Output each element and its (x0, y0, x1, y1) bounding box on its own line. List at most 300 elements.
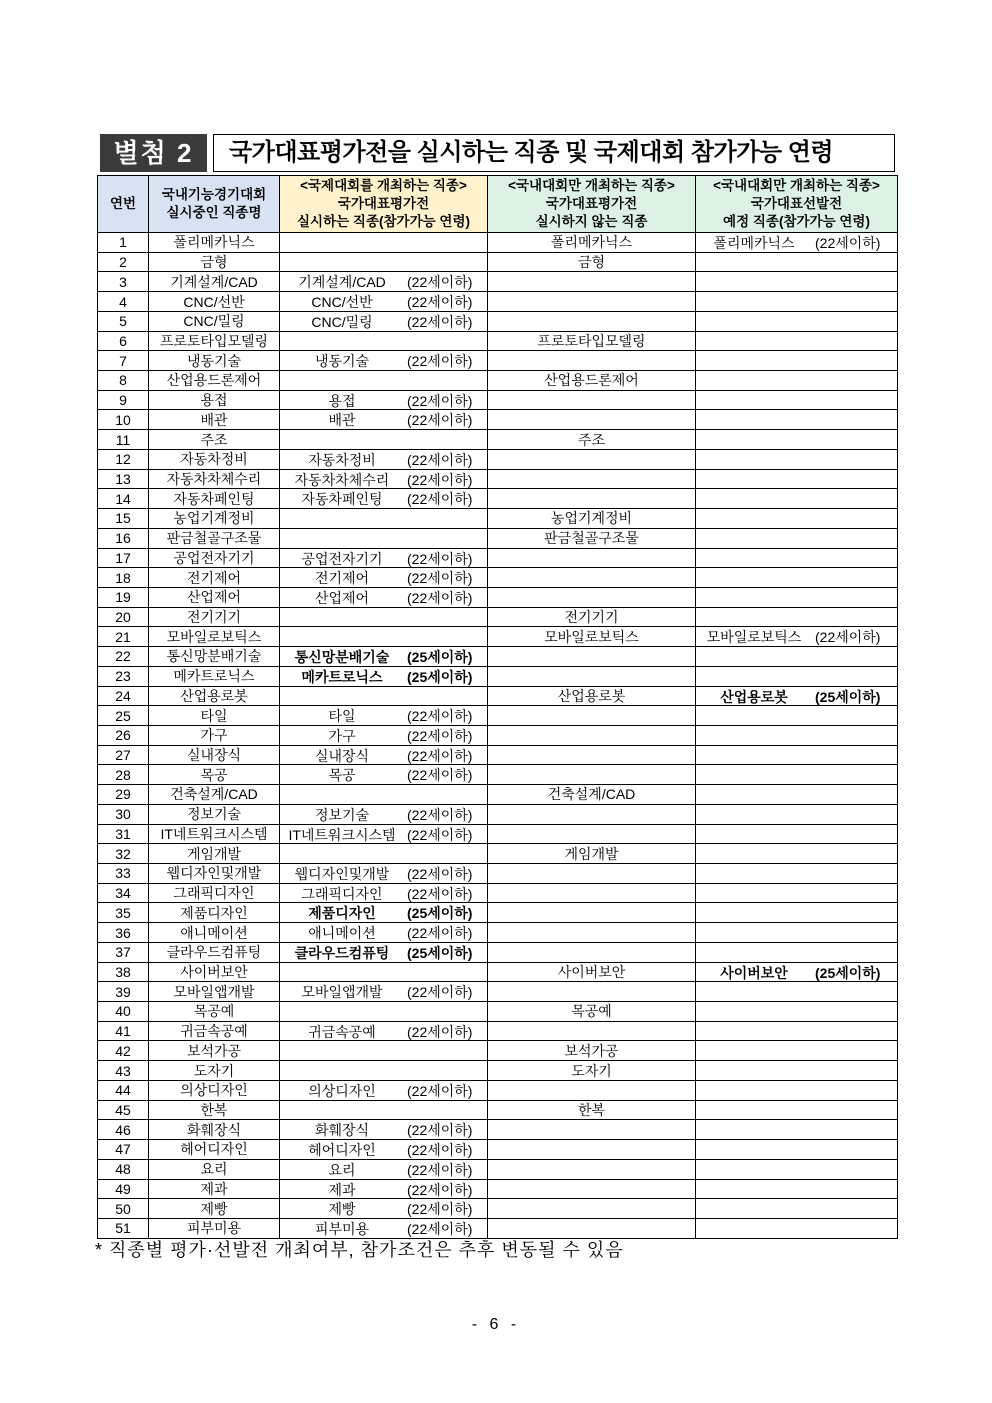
row-number: 39 (98, 982, 149, 1002)
selection-cell (696, 371, 898, 391)
evaluation-cell (280, 1159, 488, 1179)
table-row (98, 883, 898, 903)
row-number: 31 (98, 824, 149, 844)
page-title (213, 134, 895, 172)
row-number: 49 (98, 1179, 149, 1199)
evaluation-cell (280, 252, 488, 272)
evaluation-cell (280, 390, 488, 410)
row-number: 37 (98, 942, 149, 962)
age-limit: (22세이하) (407, 353, 473, 370)
skill-name: 배관 (149, 410, 280, 430)
header-line: 실시하는 직종(참가가능 연령) (297, 214, 470, 229)
row-number: 27 (98, 745, 149, 765)
skill-label: 제과 (328, 1181, 356, 1198)
selection-cell (696, 272, 898, 292)
evaluation-cell (280, 410, 488, 430)
table-row (98, 725, 898, 745)
skill-label: 정보기술 (314, 806, 370, 823)
skill-label: 자동차정비 (308, 451, 376, 468)
header-domestic-skill (149, 176, 280, 233)
selection-cell (696, 1100, 898, 1120)
domestic-only-cell (488, 1140, 696, 1160)
skill-label: 통신망분배기술 (294, 649, 390, 666)
selection-cell (696, 923, 898, 943)
row-number: 29 (98, 785, 149, 805)
selection-cell (696, 824, 898, 844)
evaluation-cell (280, 745, 488, 765)
age-limit: (25세이하) (407, 668, 473, 685)
skill-label: 사이버보안 (720, 964, 788, 981)
evaluation-cell (280, 883, 488, 903)
row-number: 35 (98, 903, 149, 923)
row-number: 41 (98, 1021, 149, 1041)
skill-name: 메카트로닉스 (149, 666, 280, 686)
domestic-only-cell (488, 587, 696, 607)
evaluation-cell (280, 528, 488, 548)
skill-label: 가구 (328, 727, 356, 744)
row-number: 51 (98, 1218, 149, 1238)
skill-label: 모바일로보틱스 (706, 629, 802, 646)
skill-label: 공업전자기기 (301, 550, 383, 567)
age-limit: (22세이하) (407, 412, 473, 429)
domestic-only-cell: 사이버보안 (488, 962, 696, 982)
selection-cell (696, 469, 898, 489)
domestic-only-cell: 도자기 (488, 1061, 696, 1081)
evaluation-cell (280, 647, 488, 667)
age-limit: (22세이하) (407, 747, 473, 764)
row-number: 4 (98, 292, 149, 312)
selection-cell (696, 509, 898, 529)
evaluation-cell (280, 1002, 488, 1022)
row-number: 50 (98, 1199, 149, 1219)
selection-cell (696, 942, 898, 962)
row-number: 2 (98, 252, 149, 272)
row-number: 48 (98, 1159, 149, 1179)
skill-name: 정보기술 (149, 804, 280, 824)
table-row (98, 647, 898, 667)
age-limit: (22세이하) (407, 471, 473, 488)
domestic-only-cell (488, 1179, 696, 1199)
age-limit: (22세이하) (407, 1082, 473, 1099)
skill-name: 헤어디자인 (149, 1140, 280, 1160)
selection-cell (696, 410, 898, 430)
selection-cell (696, 607, 898, 627)
header-line: 국가대표평가전 (337, 196, 430, 211)
age-limit: (22세이하) (407, 491, 473, 508)
row-number: 32 (98, 844, 149, 864)
skill-name: 모바일로보틱스 (149, 627, 280, 647)
skill-name: IT네트워크시스템 (149, 824, 280, 844)
evaluation-cell (280, 1100, 488, 1120)
table-row (98, 1021, 898, 1041)
table-row (98, 469, 898, 489)
row-number: 10 (98, 410, 149, 430)
domestic-only-cell (488, 1080, 696, 1100)
evaluation-cell (280, 785, 488, 805)
table-row (98, 962, 898, 982)
header-line: 실시하지 않는 직종 (535, 214, 648, 229)
skill-name: 귀금속공예 (149, 1021, 280, 1041)
skill-name: CNC/밀링 (149, 311, 280, 331)
row-number: 21 (98, 627, 149, 647)
evaluation-cell (280, 292, 488, 312)
evaluation-cell (280, 1041, 488, 1061)
age-limit: (22세이하) (407, 727, 473, 744)
page-number: - 6 - (471, 1316, 521, 1333)
row-number: 12 (98, 449, 149, 469)
skill-label: 모바일앱개발 (301, 984, 383, 1001)
age-limit: (22세이하) (407, 550, 473, 567)
evaluation-cell (280, 331, 488, 351)
evaluation-cell (280, 1120, 488, 1140)
domestic-only-cell (488, 804, 696, 824)
table-row (98, 410, 898, 430)
page-title-text: 국가대표평가전을 실시하는 직종 및 국제대회 참가가능 연령 (229, 139, 834, 166)
table-row (98, 627, 898, 647)
skill-name: 타일 (149, 706, 280, 726)
domestic-only-cell (488, 1199, 696, 1219)
table-row (98, 1140, 898, 1160)
skill-label: 산업제어 (314, 589, 370, 606)
age-limit: (25세이하) (815, 964, 881, 981)
domestic-only-cell (488, 982, 696, 1002)
age-limit: (22세이하) (407, 392, 473, 409)
domestic-only-cell (488, 647, 696, 667)
domestic-only-cell: 건축설계/CAD (488, 785, 696, 805)
table-row (98, 489, 898, 509)
skill-name: 애니메이션 (149, 923, 280, 943)
domestic-only-cell (488, 864, 696, 884)
domestic-only-cell (488, 1159, 696, 1179)
skill-label: 메카트로닉스 (301, 668, 383, 685)
selection-cell (696, 568, 898, 588)
skill-name: 금형 (149, 252, 280, 272)
skill-label: 용접 (328, 392, 356, 409)
table-row (98, 568, 898, 588)
domestic-only-cell: 판금철골구조물 (488, 528, 696, 548)
selection-cell (696, 1120, 898, 1140)
evaluation-cell (280, 587, 488, 607)
skill-label: IT네트워크시스템 (288, 826, 396, 843)
table-row (98, 864, 898, 884)
domestic-only-cell: 모바일로보틱스 (488, 627, 696, 647)
selection-cell (696, 331, 898, 351)
domestic-only-cell (488, 824, 696, 844)
domestic-only-cell (488, 410, 696, 430)
row-number: 17 (98, 548, 149, 568)
table-row (98, 1120, 898, 1140)
domestic-only-cell: 산업용드론제어 (488, 371, 696, 391)
skill-name: 공업전자기기 (149, 548, 280, 568)
skill-label: 요리 (328, 1161, 356, 1178)
domestic-only-cell (488, 903, 696, 923)
selection-cell (696, 745, 898, 765)
table-row (98, 1179, 898, 1199)
evaluation-cell (280, 489, 488, 509)
evaluation-cell (280, 371, 488, 391)
selection-cell (696, 548, 898, 568)
evaluation-cell (280, 962, 488, 982)
skill-name: 모바일앱개발 (149, 982, 280, 1002)
table-row (98, 686, 898, 706)
domestic-only-cell: 목공예 (488, 1002, 696, 1022)
table-row (98, 331, 898, 351)
skill-label: 배관 (328, 412, 356, 429)
age-limit: (22세이하) (407, 984, 473, 1001)
table-row (98, 311, 898, 331)
age-limit: (25세이하) (407, 905, 473, 922)
row-number: 15 (98, 509, 149, 529)
skill-label: CNC/밀링 (311, 313, 373, 330)
domestic-only-cell: 산업용로봇 (488, 686, 696, 706)
row-number: 38 (98, 962, 149, 982)
evaluation-cell (280, 1021, 488, 1041)
selection-cell (696, 1199, 898, 1219)
skill-label: CNC/선반 (311, 294, 373, 311)
domestic-only-cell (488, 449, 696, 469)
row-number: 18 (98, 568, 149, 588)
skill-label: 목공 (328, 767, 356, 784)
header-line: 연번 (109, 196, 137, 211)
age-limit: (22세이하) (407, 451, 473, 468)
selection-cell (696, 647, 898, 667)
domestic-only-cell: 금형 (488, 252, 696, 272)
selection-cell (696, 706, 898, 726)
table-row (98, 1218, 898, 1238)
skill-name: 클라우드컴퓨팅 (149, 942, 280, 962)
age-limit: (22세이하) (407, 1181, 473, 1198)
skill-label: 자동차페인팅 (301, 491, 383, 508)
skill-name: 제빵 (149, 1199, 280, 1219)
evaluation-cell (280, 1080, 488, 1100)
evaluation-cell (280, 430, 488, 450)
domestic-only-cell: 폴리메카닉스 (488, 233, 696, 253)
skill-label: 화훼장식 (314, 1122, 370, 1139)
age-limit: (22세이하) (407, 1201, 473, 1218)
selection-cell (696, 233, 898, 253)
selection-cell (696, 666, 898, 686)
row-number: 44 (98, 1080, 149, 1100)
skill-name: 통신망분배기술 (149, 647, 280, 667)
header-selection-skill (696, 176, 898, 233)
age-limit: (22세이하) (407, 313, 473, 330)
skill-name: 사이버보안 (149, 962, 280, 982)
table-row (98, 844, 898, 864)
domestic-only-cell: 농업기계정비 (488, 509, 696, 529)
domestic-only-cell: 게임개발 (488, 844, 696, 864)
age-limit: (25세이하) (407, 944, 473, 961)
evaluation-cell (280, 351, 488, 371)
table-header-row (98, 176, 898, 233)
evaluation-cell (280, 765, 488, 785)
selection-cell (696, 883, 898, 903)
domestic-only-cell: 주조 (488, 430, 696, 450)
skill-name: 판금철골구조물 (149, 528, 280, 548)
skill-label: 전기제어 (314, 570, 370, 587)
row-number: 46 (98, 1120, 149, 1140)
row-number: 30 (98, 804, 149, 824)
table-row (98, 745, 898, 765)
evaluation-cell (280, 706, 488, 726)
domestic-only-cell (488, 272, 696, 292)
age-limit: (22세이하) (815, 629, 881, 646)
table-row (98, 903, 898, 923)
header-evaluation-skill (280, 176, 488, 233)
skill-name: 산업제어 (149, 587, 280, 607)
skill-name: 폴리메카닉스 (149, 233, 280, 253)
skill-label: 제빵 (328, 1201, 356, 1218)
evaluation-cell (280, 548, 488, 568)
row-number: 25 (98, 706, 149, 726)
domestic-only-cell: 전기기기 (488, 607, 696, 627)
domestic-only-cell (488, 765, 696, 785)
row-number: 23 (98, 666, 149, 686)
evaluation-cell (280, 725, 488, 745)
evaluation-cell (280, 1140, 488, 1160)
age-limit: (22세이하) (407, 708, 473, 725)
table-row (98, 942, 898, 962)
selection-cell (696, 1061, 898, 1081)
row-number: 36 (98, 923, 149, 943)
table-row (98, 272, 898, 292)
skill-label: 헤어디자인 (308, 1142, 376, 1159)
row-number: 13 (98, 469, 149, 489)
table-row (98, 252, 898, 272)
domestic-only-cell (488, 548, 696, 568)
row-number: 14 (98, 489, 149, 509)
skill-name: 자동차페인팅 (149, 489, 280, 509)
skill-label: 애니메이션 (308, 925, 376, 942)
header-line: 국내기능경기대회 (161, 187, 267, 202)
evaluation-cell (280, 982, 488, 1002)
age-limit: (22세이하) (407, 1122, 473, 1139)
table-row (98, 351, 898, 371)
skill-name: 그래픽디자인 (149, 883, 280, 903)
selection-cell (696, 390, 898, 410)
age-limit: (22세이하) (407, 806, 473, 823)
evaluation-cell (280, 627, 488, 647)
row-number: 19 (98, 587, 149, 607)
domestic-only-cell (488, 1218, 696, 1238)
evaluation-cell (280, 1199, 488, 1219)
domestic-only-cell (488, 1021, 696, 1041)
header-domestic-only-skill (488, 176, 696, 233)
skill-name: 실내장식 (149, 745, 280, 765)
table-row (98, 1002, 898, 1022)
domestic-only-cell (488, 1120, 696, 1140)
skill-name: 도자기 (149, 1061, 280, 1081)
table-row (98, 233, 898, 253)
footnote: * 직종별 평가·선발전 개최여부, 참가조건은 추후 변동될 수 있음 (95, 1239, 624, 1260)
table-row (98, 587, 898, 607)
attachment-label: 별첨 2 (100, 134, 207, 172)
row-number: 33 (98, 864, 149, 884)
skill-label: 그래픽디자인 (301, 885, 383, 902)
header-line: 국가대표선발전 (750, 196, 843, 211)
evaluation-cell (280, 824, 488, 844)
table-row (98, 430, 898, 450)
header-line: 예정 직종(참가가능 연령) (723, 214, 870, 229)
selection-cell (696, 1140, 898, 1160)
table-row (98, 666, 898, 686)
skills-age-table (97, 175, 898, 1239)
table-row (98, 1041, 898, 1061)
skill-name: 자동차차체수리 (149, 469, 280, 489)
selection-cell (696, 1021, 898, 1041)
row-number: 42 (98, 1041, 149, 1061)
age-limit: (22세이하) (407, 826, 473, 843)
table-row (98, 449, 898, 469)
skill-name: 웹디자인및개발 (149, 864, 280, 884)
skill-name: 전기제어 (149, 568, 280, 588)
table-row (98, 785, 898, 805)
evaluation-cell (280, 923, 488, 943)
row-number: 16 (98, 528, 149, 548)
evaluation-cell (280, 607, 488, 627)
domestic-only-cell (488, 292, 696, 312)
table-body (98, 233, 898, 1239)
evaluation-cell (280, 844, 488, 864)
row-number: 34 (98, 883, 149, 903)
selection-cell (696, 292, 898, 312)
evaluation-cell (280, 509, 488, 529)
skill-name: 피부미용 (149, 1218, 280, 1238)
skill-label: 냉동기술 (314, 353, 370, 370)
evaluation-cell (280, 666, 488, 686)
header-line: <국내대회만 개최하는 직종> (508, 178, 675, 193)
table-row (98, 824, 898, 844)
evaluation-cell (280, 449, 488, 469)
selection-cell (696, 725, 898, 745)
row-number: 22 (98, 647, 149, 667)
skill-label: 클라우드컴퓨팅 (294, 944, 390, 961)
table-row (98, 1080, 898, 1100)
age-limit: (22세이하) (407, 274, 473, 291)
skill-label: 웹디자인및개발 (294, 866, 390, 882)
selection-cell (696, 962, 898, 982)
age-limit: (22세이하) (407, 1161, 473, 1178)
domestic-only-cell (488, 706, 696, 726)
skill-name: 가구 (149, 725, 280, 745)
header-number (98, 176, 149, 233)
domestic-only-cell (488, 725, 696, 745)
evaluation-cell (280, 903, 488, 923)
age-limit: (25세이하) (407, 649, 473, 666)
row-number: 9 (98, 390, 149, 410)
evaluation-cell (280, 272, 488, 292)
table-row (98, 982, 898, 1002)
evaluation-cell (280, 686, 488, 706)
row-number: 45 (98, 1100, 149, 1120)
row-number: 47 (98, 1140, 149, 1160)
skill-name: 목공예 (149, 1002, 280, 1022)
age-limit: (22세이하) (407, 1220, 473, 1237)
selection-cell (696, 1159, 898, 1179)
selection-cell (696, 1041, 898, 1061)
skill-label: 자동차차체수리 (294, 471, 390, 488)
table-row (98, 765, 898, 785)
evaluation-cell (280, 311, 488, 331)
table-row (98, 509, 898, 529)
table-row (98, 1061, 898, 1081)
evaluation-cell (280, 1061, 488, 1081)
row-number: 20 (98, 607, 149, 627)
skill-name: 농업기계정비 (149, 509, 280, 529)
skill-label: 피부미용 (314, 1220, 370, 1237)
row-number: 43 (98, 1061, 149, 1081)
domestic-only-cell (488, 469, 696, 489)
selection-cell (696, 804, 898, 824)
